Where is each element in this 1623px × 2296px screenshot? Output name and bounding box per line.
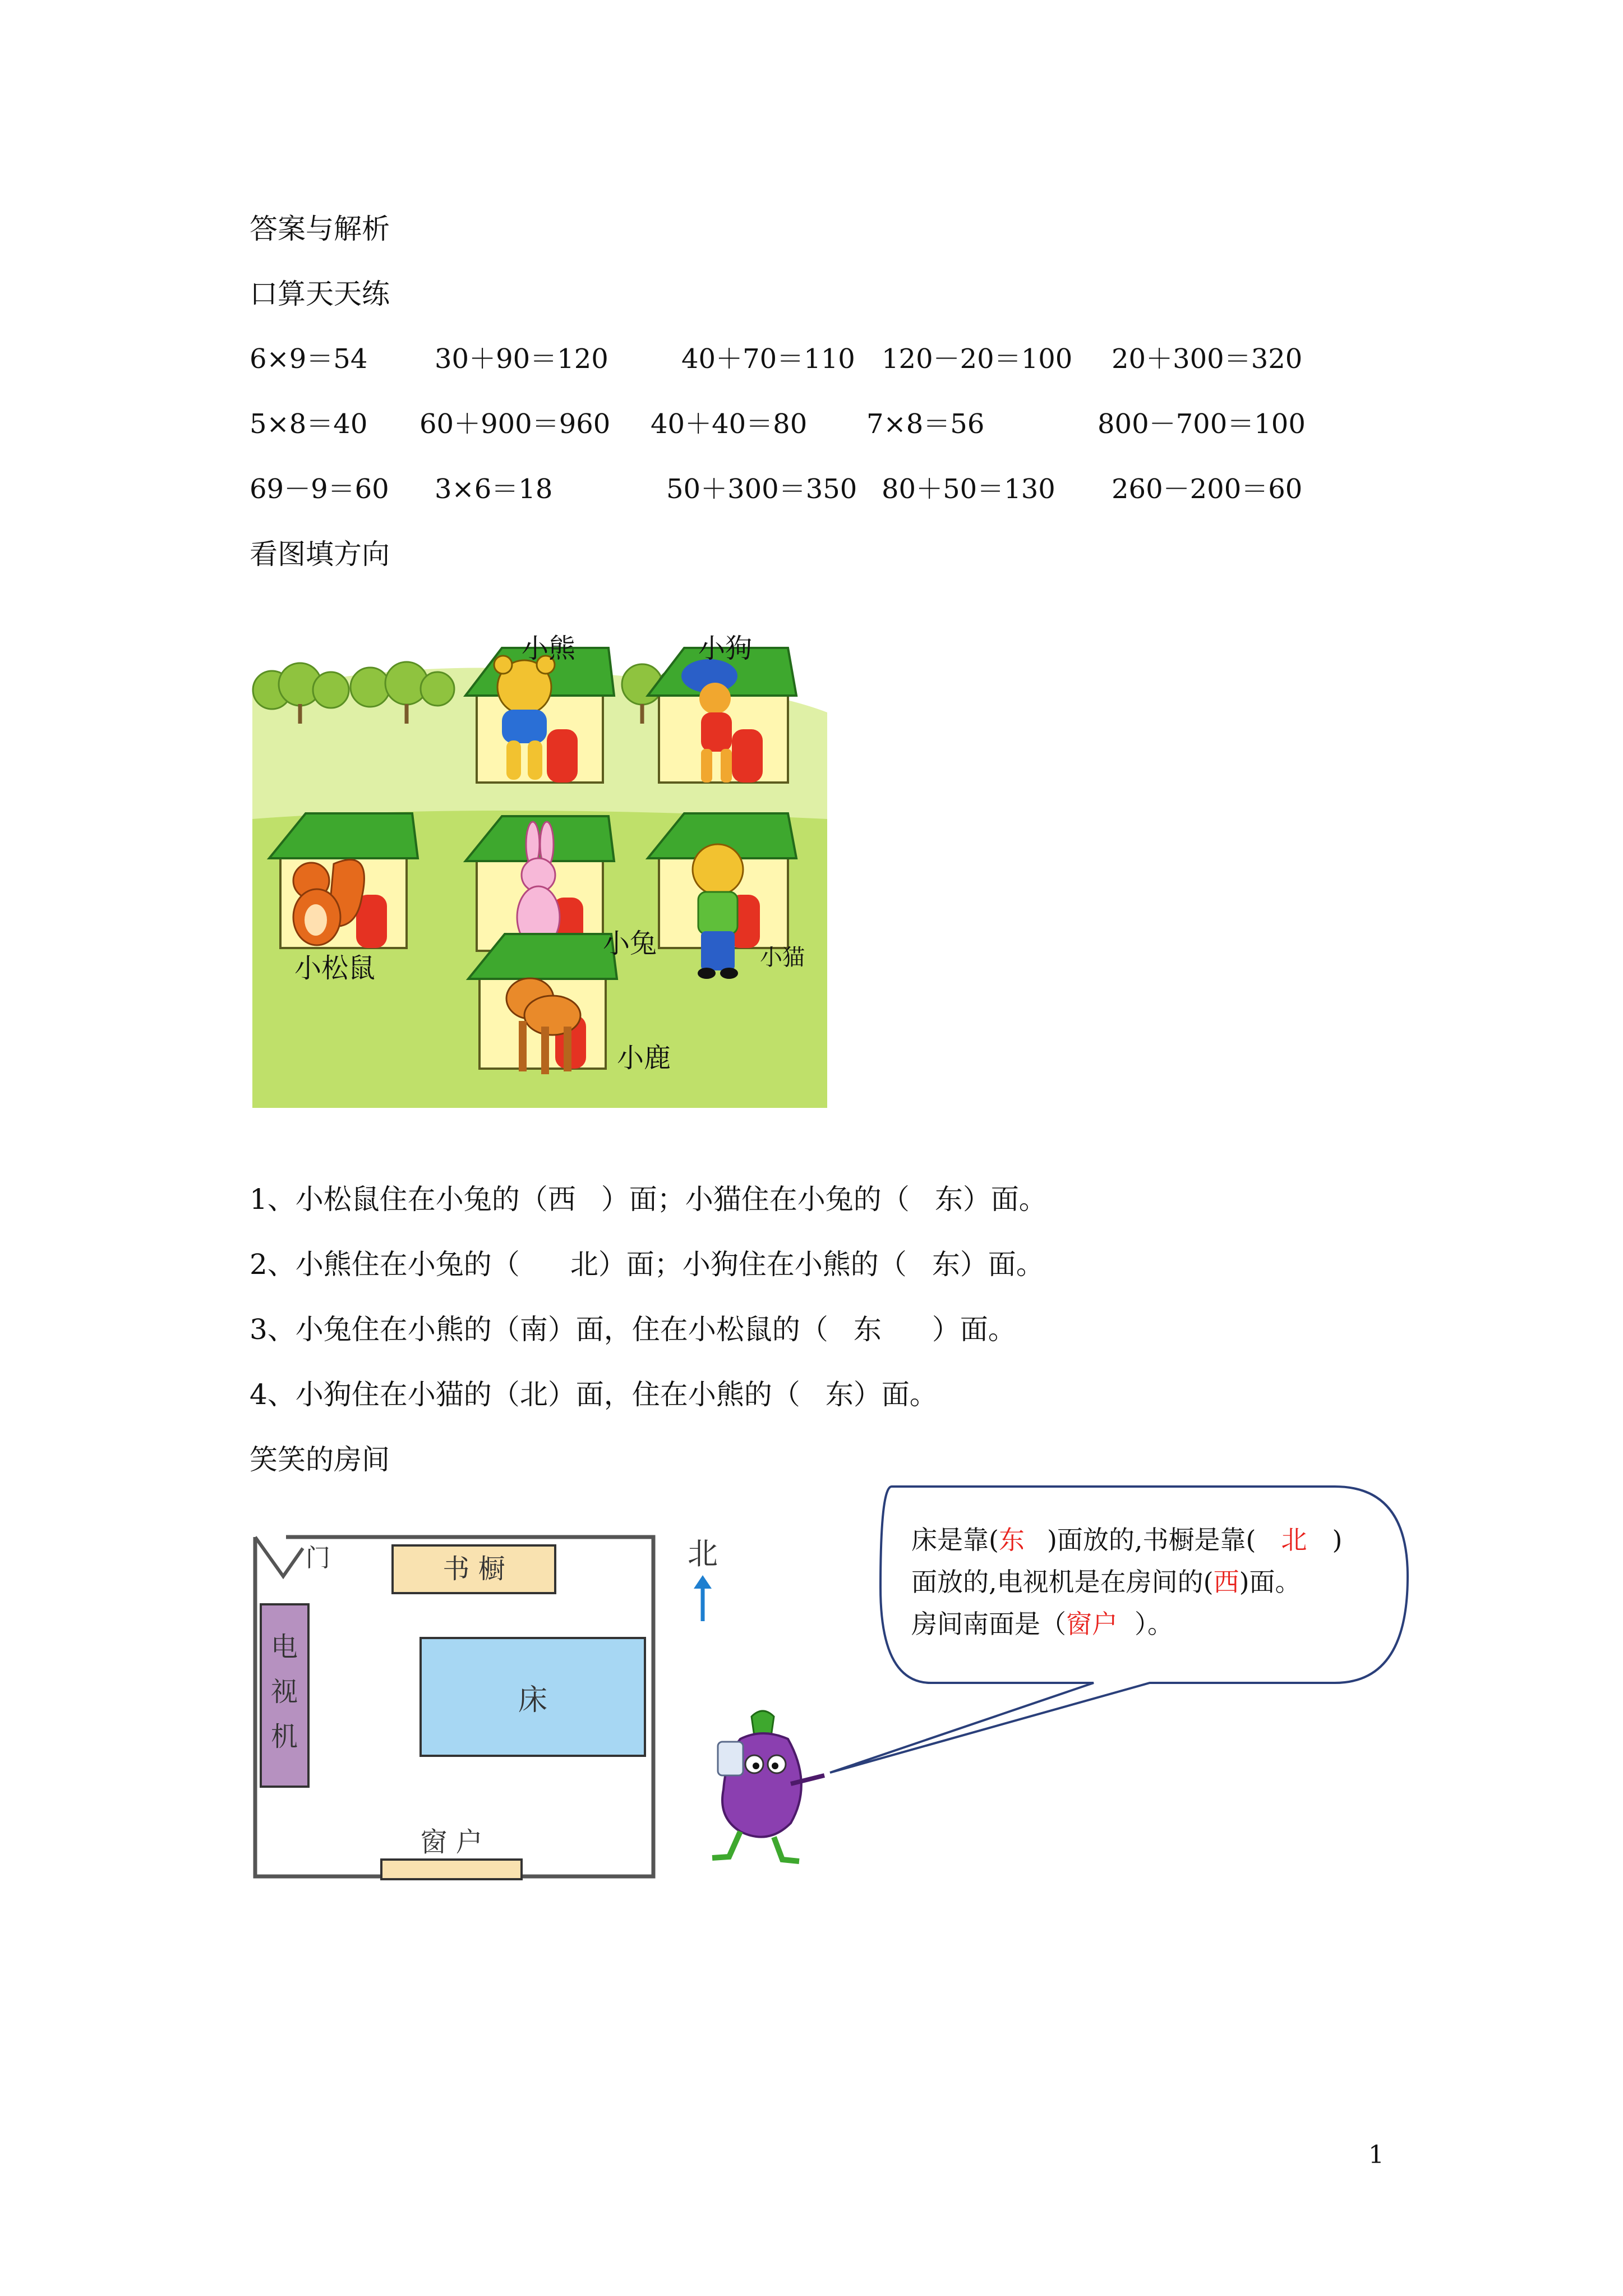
- north-label: 北: [688, 1536, 718, 1571]
- bubble-answer: 北: [1281, 1525, 1307, 1555]
- door-label: 门: [306, 1544, 330, 1572]
- math-item: 50＋300＝350: [666, 473, 857, 505]
- tv-label-char: 机: [270, 1721, 298, 1752]
- math-item: 7×8＝56: [866, 408, 985, 440]
- bubble-answer: 西: [1213, 1567, 1239, 1597]
- label-bear: 小熊: [522, 634, 576, 664]
- bubble-text-part: ）。: [1135, 1609, 1173, 1639]
- window-label: 窗 户: [420, 1826, 483, 1858]
- bubble-line-2: [911, 1565, 1301, 1599]
- north-arrowhead-icon: [694, 1575, 712, 1589]
- math-item: 800－700＝100: [1098, 408, 1306, 440]
- window: [381, 1860, 522, 1879]
- section-heading-directions: 看图填方向: [250, 538, 390, 570]
- math-item: 6×9＝54: [250, 343, 368, 375]
- question-2: [250, 1248, 1044, 1281]
- question-3: [250, 1313, 1016, 1346]
- math-item: 80＋50＝130: [882, 473, 1055, 505]
- bubble-line-1: [911, 1523, 1342, 1557]
- q-answer: 北: [519, 1378, 548, 1411]
- math-item: 20＋300＝320: [1112, 343, 1303, 375]
- q-answer: 东: [853, 1313, 882, 1346]
- q-text: ）面。: [960, 1248, 1044, 1281]
- q-text: 1、小松鼠住在小兔的（: [250, 1183, 548, 1216]
- q-answer: 东: [934, 1183, 963, 1216]
- section-heading-room: 笑笑的房间: [250, 1443, 390, 1476]
- bubble-text-part: 房间南面是（: [911, 1609, 1066, 1639]
- math-item: 260－200＝60: [1112, 473, 1303, 505]
- bed-label: 床: [518, 1683, 548, 1717]
- bubble-text-part: ): [1332, 1525, 1343, 1555]
- q-answer: 东: [825, 1378, 854, 1411]
- math-item: 40＋40＝80: [651, 408, 808, 440]
- q-text: ）面，住在小熊的（: [547, 1378, 800, 1411]
- math-item: 30＋90＝120: [435, 343, 608, 375]
- door-swing-icon: [255, 1537, 303, 1576]
- animal-village-picture: [250, 634, 833, 1111]
- math-item: 40＋70＝110: [681, 343, 855, 375]
- q-text: ）面，住在小松鼠的（: [547, 1313, 828, 1346]
- bookcase-label: 书 橱: [442, 1553, 505, 1585]
- q-text: ）面；小狗住在小熊的（: [598, 1248, 907, 1281]
- bubble-answer: 窗户: [1066, 1609, 1118, 1639]
- math-item: 5×8＝40: [250, 408, 368, 440]
- label-rabbit: 小兔: [603, 928, 657, 959]
- q-answer: 西: [547, 1183, 576, 1216]
- q-text: ）面。: [962, 1183, 1047, 1216]
- label-squirrel: 小松鼠: [294, 953, 376, 984]
- q-text: ）面。: [932, 1313, 1016, 1346]
- q-text: 2、小熊住在小兔的（: [250, 1248, 520, 1281]
- bubble-answer: 东: [998, 1525, 1025, 1555]
- question-1: [250, 1182, 1047, 1216]
- label-deer: 小鹿: [617, 1042, 671, 1074]
- label-dog: 小狗: [698, 634, 753, 664]
- tv-label-char: 电: [270, 1631, 298, 1663]
- q-text: 4、小狗住在小猫的（: [250, 1378, 520, 1411]
- document-title: 答案与解析: [250, 213, 390, 245]
- label-cat: 小猫: [760, 945, 805, 970]
- bubble-line-3: [911, 1607, 1173, 1641]
- math-item: 60＋900＝960: [419, 408, 611, 440]
- q-answer: 北: [570, 1248, 598, 1281]
- section-heading-mental-math: 口算天天练: [250, 278, 390, 310]
- q-answer: 东: [932, 1248, 960, 1281]
- math-item: 120－20＝100: [882, 343, 1073, 375]
- bubble-text-part: 床是靠(: [911, 1525, 999, 1555]
- q-text: ）面；小猫住在小兔的（: [601, 1183, 910, 1216]
- bubble-text-part: )面。: [1239, 1567, 1301, 1597]
- bubble-text-part: )面放的,书橱是靠(: [1046, 1525, 1256, 1555]
- eggplant-character-icon: [679, 1705, 847, 1874]
- q-answer: 南: [519, 1313, 548, 1346]
- math-item: 3×6＝18: [435, 473, 553, 505]
- question-4: [250, 1378, 938, 1411]
- q-text: 3、小兔住在小熊的（: [250, 1313, 520, 1346]
- q-text: ）面。: [853, 1378, 938, 1411]
- bubble-text-part: 面放的,电视机是在房间的(: [911, 1567, 1214, 1597]
- page-number: 1: [1368, 2141, 1384, 2169]
- math-item: 69－9＝60: [250, 473, 389, 505]
- tv-label-char: 视: [270, 1676, 298, 1708]
